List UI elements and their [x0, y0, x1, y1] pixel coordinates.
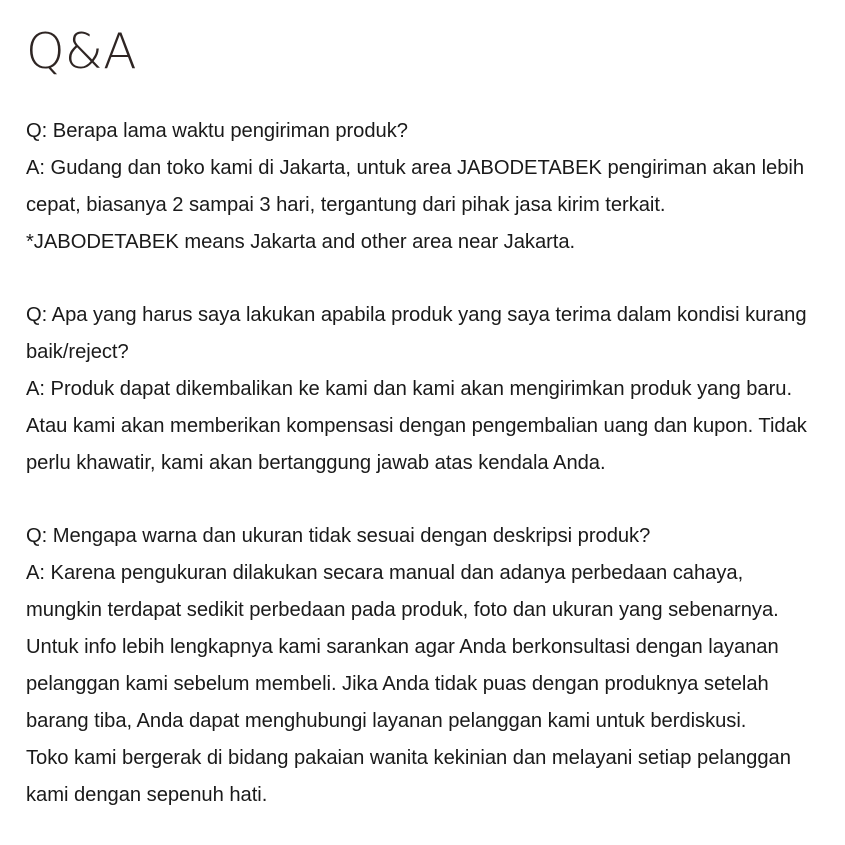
qa-block-shipping-time: [26, 112, 834, 260]
qa-answer: A: Gudang dan toko kami di Jakarta, untuk area JABODETABEK pengiriman akan lebih cepat, biasanya 2 sampai 3 hari, tergantung dari pihak jasa kirim terkait.: [26, 156, 805, 216]
qa-answer-detail: Untuk info lebih lengkapnya kami sarankan agar Anda berkonsultasi dengan layanan pelanggan kami sebelum membeli. Jika Anda tidak puas dengan produknya setelah barang tiba, Anda dapat menghubungi layanan pelanggan kami untuk berdiskusi.: [26, 635, 779, 732]
qa-block-defective-product: [26, 296, 834, 481]
qa-answer-closing: Toko kami bergerak di bidang pakaian wanita kekinian dan melayani setiap pelanggan kami dengan sepenuh hati.: [26, 746, 791, 806]
qa-footnote: *JABODETABEK means Jakarta and other area near Jakarta.: [26, 230, 576, 253]
qa-question: Q: Apa yang harus saya lakukan apabila produk yang saya terima dalam kondisi kurang baik/reject?: [26, 303, 807, 363]
qa-content: [26, 112, 834, 813]
qa-answer: A: Produk dapat dikembalikan ke kami dan kami akan mengirimkan produk yang baru. Atau kami akan memberikan kompensasi dengan pengembalian uang dan kupon. Tidak perlu khawatir, kami akan bertanggung jawab atas kendala Anda.: [26, 377, 807, 474]
qa-block-color-size-mismatch: [26, 517, 834, 813]
qa-question: Q: Berapa lama waktu pengiriman produk?: [26, 119, 408, 142]
qa-question: Q: Mengapa warna dan ukuran tidak sesuai dengan deskripsi produk?: [26, 524, 651, 547]
qa-answer: A: Karena pengukuran dilakukan secara manual dan adanya perbedaan cahaya, mungkin terdapat sedikit perbedaan pada produk, foto dan ukuran yang sebenarnya.: [26, 561, 779, 621]
page-title: Q&A: [26, 23, 137, 80]
